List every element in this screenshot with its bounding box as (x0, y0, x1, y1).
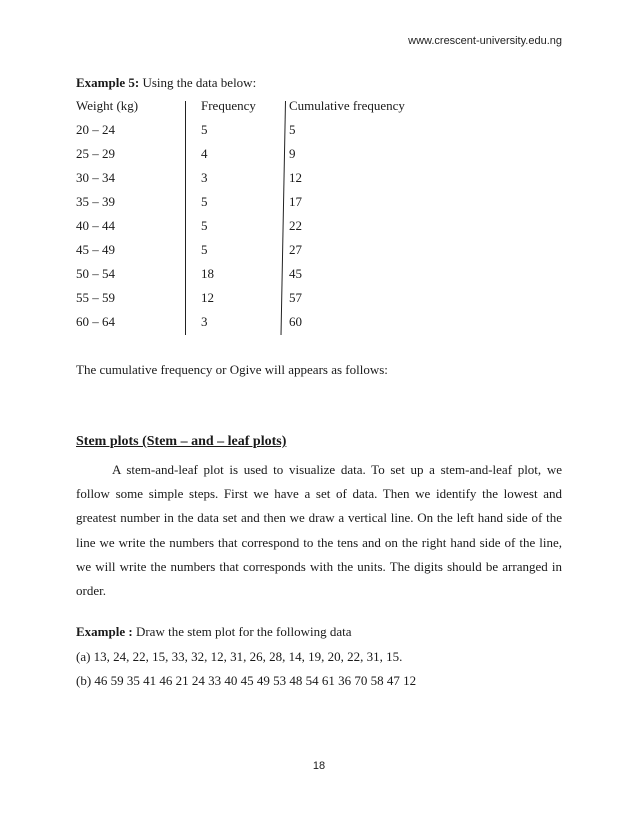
cell-cumulative: 17 (289, 194, 302, 209)
table-row (76, 194, 496, 218)
cell-frequency: 4 (201, 146, 208, 161)
table-row (76, 170, 496, 194)
table-row (76, 146, 496, 170)
column-header-weight: Weight (kg) (76, 98, 139, 113)
example-instruction: Draw the stem plot for the following data (132, 624, 352, 639)
page-number: 18 (312, 760, 326, 772)
header-url: www.crescent-university.edu.ng (408, 35, 562, 47)
cell-cumulative: 45 (289, 266, 302, 281)
cell-weight: 55 – 59 (76, 290, 115, 305)
cell-weight: 35 – 39 (76, 194, 115, 209)
table-row (76, 218, 496, 242)
example-part-a: (a) 13, 24, 22, 15, 33, 32, 12, 31, 26, 28, 14, 19, 20, 22, 31, 15. (76, 649, 403, 664)
cell-frequency: 12 (201, 290, 214, 305)
cell-cumulative: 27 (289, 242, 302, 257)
cell-weight: 50 – 54 (76, 266, 115, 281)
example-label: Example : (76, 624, 133, 639)
cell-frequency: 3 (201, 170, 208, 185)
cell-weight: 30 – 34 (76, 170, 115, 185)
table-row (76, 122, 496, 146)
example-part-b: (b) 46 59 35 41 46 21 24 33 40 45 49 53 48 54 61 36 70 58 47 12 (76, 673, 417, 688)
cell-cumulative: 9 (289, 146, 296, 161)
frequency-table (76, 98, 496, 338)
table-vertical-rule (185, 101, 186, 335)
cell-frequency: 18 (201, 266, 214, 281)
cell-frequency: 3 (201, 314, 208, 329)
section-title-stem-plots: Stem plots (Stem – and – leaf plots) (76, 434, 287, 449)
cell-frequency: 5 (201, 218, 208, 233)
paragraph-text: A stem-and-leaf plot is used to visualize data. To set up a stem-and-leaf plot, we follow some simple steps. First we have a set of data. Then we identify the lowest and greatest number in the data set and then we draw a vertical line. On the left hand side of the line we write the numbers that correspond to the tens and on the right hand side of the line, we will write the numbers that corresponds with the units. The digits should be arranged in order. (76, 462, 562, 599)
column-header-frequency: Frequency (201, 98, 256, 113)
stem-plot-paragraph (76, 458, 562, 603)
example-heading (76, 624, 351, 640)
cell-weight: 45 – 49 (76, 242, 115, 257)
cell-weight: 25 – 29 (76, 146, 115, 161)
cell-cumulative: 12 (289, 170, 302, 185)
table-row (76, 314, 496, 338)
table-row (76, 242, 496, 266)
example5-heading (76, 75, 256, 91)
cell-frequency: 5 (201, 122, 208, 137)
cell-frequency: 5 (201, 194, 208, 209)
cell-weight: 20 – 24 (76, 122, 115, 137)
cell-cumulative: 22 (289, 218, 302, 233)
cell-cumulative: 57 (289, 290, 302, 305)
cell-weight: 40 – 44 (76, 218, 115, 233)
cell-frequency: 5 (201, 242, 208, 257)
cell-weight: 60 – 64 (76, 314, 115, 329)
cell-cumulative: 60 (289, 314, 302, 329)
example5-intro: Using the data below: (139, 75, 257, 90)
ogive-note: The cumulative frequency or Ogive will appears as follows: (76, 362, 388, 377)
table-header-row (76, 98, 496, 122)
table-row (76, 290, 496, 314)
table-row (76, 266, 496, 290)
example5-label: Example 5: (76, 75, 140, 90)
column-header-cumulative: Cumulative frequency (289, 98, 405, 113)
cell-cumulative: 5 (289, 122, 296, 137)
